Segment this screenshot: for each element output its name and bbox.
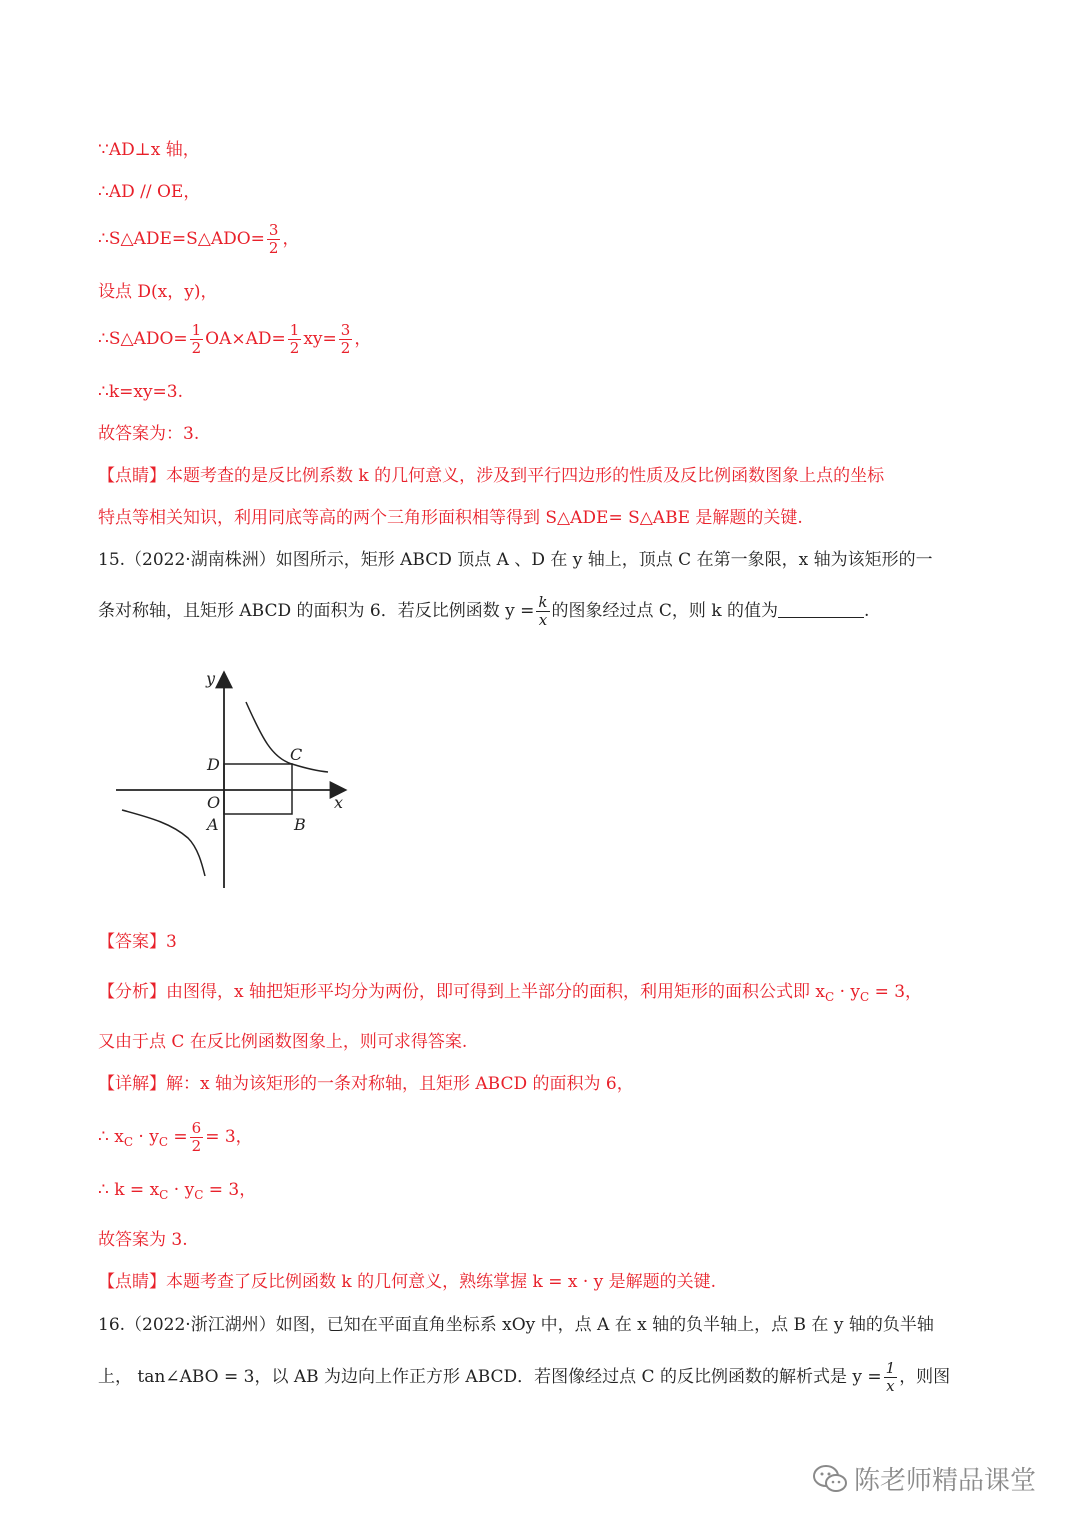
label-x: x xyxy=(334,793,344,812)
fraction-3-2: $\frac{3}{2}$ xyxy=(268,221,279,257)
watermark xyxy=(812,1460,1036,1497)
sol14-line4: 设点 D(x，y)， xyxy=(98,282,218,302)
hyperbola-branch-2 xyxy=(122,810,205,876)
rectangle-abcd xyxy=(224,764,292,814)
label-a: A xyxy=(207,815,219,834)
dianjing-tag: 【点睛】 xyxy=(98,466,166,486)
sol14-dianjing-2: 特点等相关知识，利用同底等高的两个三角形面积相等得到 S△ADE= S△ABE 是解题的关键. xyxy=(98,508,803,528)
q15-xiangjie-2: ∴ $x_C \cdot y_C$ = $\frac{6}{2}$ = 3， xyxy=(98,1119,253,1155)
sol14-line6: ∴k=xy=3. xyxy=(98,382,184,402)
q15-dianjing: 【点睛】本题考查了反比例函数 k 的几何意义，熟练掌握 k = x · y 是解题的关键. xyxy=(98,1272,717,1292)
q15-line2: 条对称轴，且矩形 ABCD 的面积为 6．若反比例函数 y = $\frac{k}{x}$ 的图象经过点 C，则 k 的值为 . xyxy=(98,593,870,629)
label-o: O xyxy=(207,793,221,812)
answer-blank xyxy=(778,599,864,618)
q15-xiangjie-1: 【详解】解：x 轴为该矩形的一条对称轴，且矩形 ABCD 的面积为 6， xyxy=(98,1074,634,1094)
q15-xiangjie-3: ∴ $k = x_C \cdot y_C = 3$， xyxy=(98,1180,257,1202)
wechat-icon xyxy=(812,1464,848,1494)
sol14-line2: ∴AD // OE， xyxy=(98,182,201,202)
sol14-answer: 故答案为：3. xyxy=(98,424,200,444)
label-b: B xyxy=(294,815,306,834)
q15-fenxi-1: 【分析】由图得，x 轴把矩形平均分为两份，即可得到上半部分的面积，利用矩形的面积公式即 $x_C \cdot y_C = 3$， xyxy=(98,982,923,1004)
fraction-1-x: $\frac{1}{x}$ xyxy=(885,1359,896,1395)
sol14-line3: ∴S△ADE=S△ADO= $\frac{3}{2}$ ， xyxy=(98,221,300,257)
q15-fenxi-2: 又由于点 C 在反比例函数图象上，则可求得答案. xyxy=(98,1032,468,1052)
label-c: C xyxy=(290,745,303,764)
hyperbola-branch-1 xyxy=(246,702,328,772)
sol14-dianjing-1: 【点睛】本题考查的是反比例系数 k 的几何意义，涉及到平行四边形的性质及反比例函数图象上点的坐标 xyxy=(98,466,885,486)
sol14-line5: ∴S△ADO= $\frac{1}{2}$ OA×AD= $\frac{1}{2}$ xy= $\frac{3}{2}$ ， xyxy=(98,321,372,357)
fraction-1-2b: $\frac{1}{2}$ xyxy=(289,321,300,357)
fraction-3-2b: $\frac{3}{2}$ xyxy=(340,321,351,357)
coordinate-figure xyxy=(112,668,352,898)
q15-answer: 【答案】3 xyxy=(98,932,177,952)
q15-guda: 故答案为 3. xyxy=(98,1230,188,1250)
label-y: y xyxy=(206,669,216,688)
fraction-6-2: $\frac{6}{2}$ xyxy=(191,1119,202,1155)
q16-line2: 上， tan∠ABO = 3，以 AB 为边向上作正方形 ABCD．若图像经过点 C 的反比例函数的解析式是 y = $\frac{1}{x}$ ，则图 xyxy=(98,1359,951,1395)
fraction-1-2: $\frac{1}{2}$ xyxy=(191,321,202,357)
sol14-line1: ∵AD⊥x 轴， xyxy=(98,140,200,160)
label-d: D xyxy=(207,755,220,774)
fraction-k-x: $\frac{k}{x}$ xyxy=(538,593,548,629)
watermark-text: 陈老师精品课堂 xyxy=(854,1466,1037,1496)
q16-line1: 16.（2022·浙江湖州）如图，已知在平面直角坐标系 xOy 中，点 A 在 x 轴的负半轴上，点 B 在 y 轴的负半轴 xyxy=(98,1315,934,1335)
q15-line1: 15.（2022·湖南株洲）如图所示，矩形 ABCD 顶点 A 、D 在 y 轴上，顶点 C 在第一象限，x 轴为该矩形的一 xyxy=(98,550,933,570)
sol14-line3-text: ∴S△ADE=S△ADO= xyxy=(98,229,265,249)
